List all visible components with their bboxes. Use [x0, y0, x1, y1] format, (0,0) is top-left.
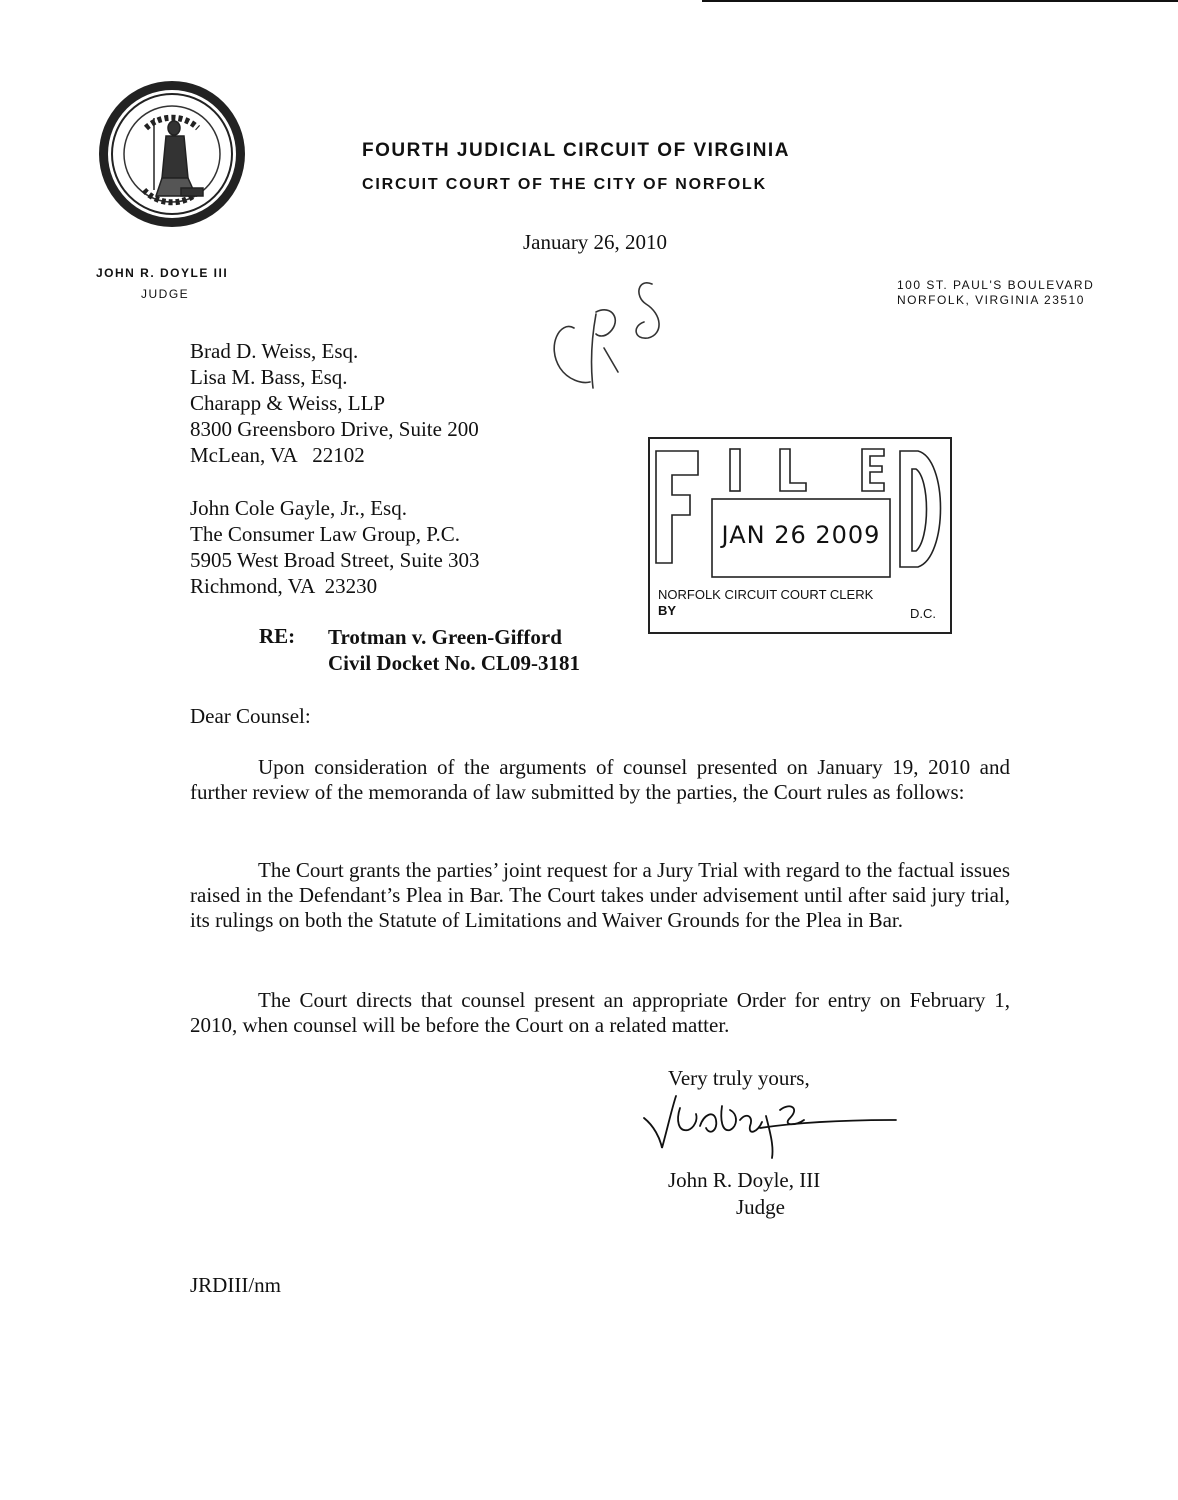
- signature-icon: [640, 1086, 900, 1166]
- letter-date: January 26, 2010: [523, 230, 668, 254]
- typist-initials: JRDIII/nm: [190, 1273, 281, 1297]
- stamp-dc: D.C.: [910, 606, 936, 621]
- judge-name: JOHN R. DOYLE III: [96, 266, 229, 280]
- virginia-seal-icon: [96, 78, 248, 230]
- stamp-date: JAN 26 2009: [721, 521, 881, 549]
- recipient-block-2: [190, 495, 480, 599]
- handwritten-note: [538, 276, 678, 396]
- recipient-line: 5905 West Broad Street, Suite 303: [190, 548, 480, 572]
- recipient-block-1: [190, 338, 479, 468]
- recipient-line: The Consumer Law Group, P.C.: [190, 522, 461, 546]
- circuit-name: FOURTH JUDICIAL CIRCUIT OF VIRGINIA: [362, 140, 790, 161]
- body-paragraph-3: The Court directs that counsel present an appropriate Order for entry on February 1, 2010, when counsel will be before the Court on a related matter.: [190, 988, 1010, 1037]
- court-name: CIRCUIT COURT OF THE CITY OF NORFOLK: [362, 176, 767, 193]
- court-header: [362, 140, 790, 194]
- address-line-2: NORFOLK, VIRGINIA 23510: [897, 293, 1085, 307]
- recipient-line: Lisa M. Bass, Esq.: [190, 365, 348, 389]
- recipient-line: John Cole Gayle, Jr., Esq.: [190, 496, 407, 520]
- recipient-line: Brad D. Weiss, Esq.: [190, 339, 359, 363]
- re-case: Trotman v. Green-Gifford: [328, 625, 562, 649]
- recipient-line: Charapp & Weiss, LLP: [190, 391, 386, 415]
- address-line-1: 100 ST. PAUL'S BOULEVARD: [897, 278, 1095, 292]
- signature-name: John R. Doyle, III: [668, 1168, 821, 1192]
- closing: Very truly yours,: [668, 1066, 810, 1090]
- top-rule: [702, 0, 1178, 2]
- salutation: Dear Counsel:: [190, 704, 311, 728]
- re-label: RE:: [259, 624, 296, 648]
- judge-title: JUDGE: [141, 287, 190, 301]
- recipient-line: Richmond, VA 23230: [190, 574, 378, 598]
- court-address: [897, 278, 1094, 308]
- stamp-clerk: NORFOLK CIRCUIT COURT CLERK: [658, 587, 874, 602]
- signature-title: Judge: [736, 1195, 785, 1219]
- body-paragraph-1: Upon consideration of the arguments of counsel presented on January 19, 2010 and further review of the memoranda of law submitted by the parties, the Court rules as follows:: [190, 755, 1010, 804]
- body-paragraph-2: The Court grants the parties’ joint request for a Jury Trial with regard to the factual issues raised in the Defendant’s Plea in Bar. The Court takes under advisement until after said jury trial, its rulings on both the Statute of Limitations and Waiver Grounds for the Plea in Bar.: [190, 858, 1010, 932]
- recipient-line: McLean, VA 22102: [190, 443, 365, 467]
- re-subject: [328, 624, 580, 676]
- re-docket: Civil Docket No. CL09-3181: [328, 651, 580, 675]
- stamp-by: BY: [658, 603, 677, 618]
- filed-stamp: [648, 437, 952, 634]
- recipient-line: 8300 Greensboro Drive, Suite 200: [190, 417, 479, 441]
